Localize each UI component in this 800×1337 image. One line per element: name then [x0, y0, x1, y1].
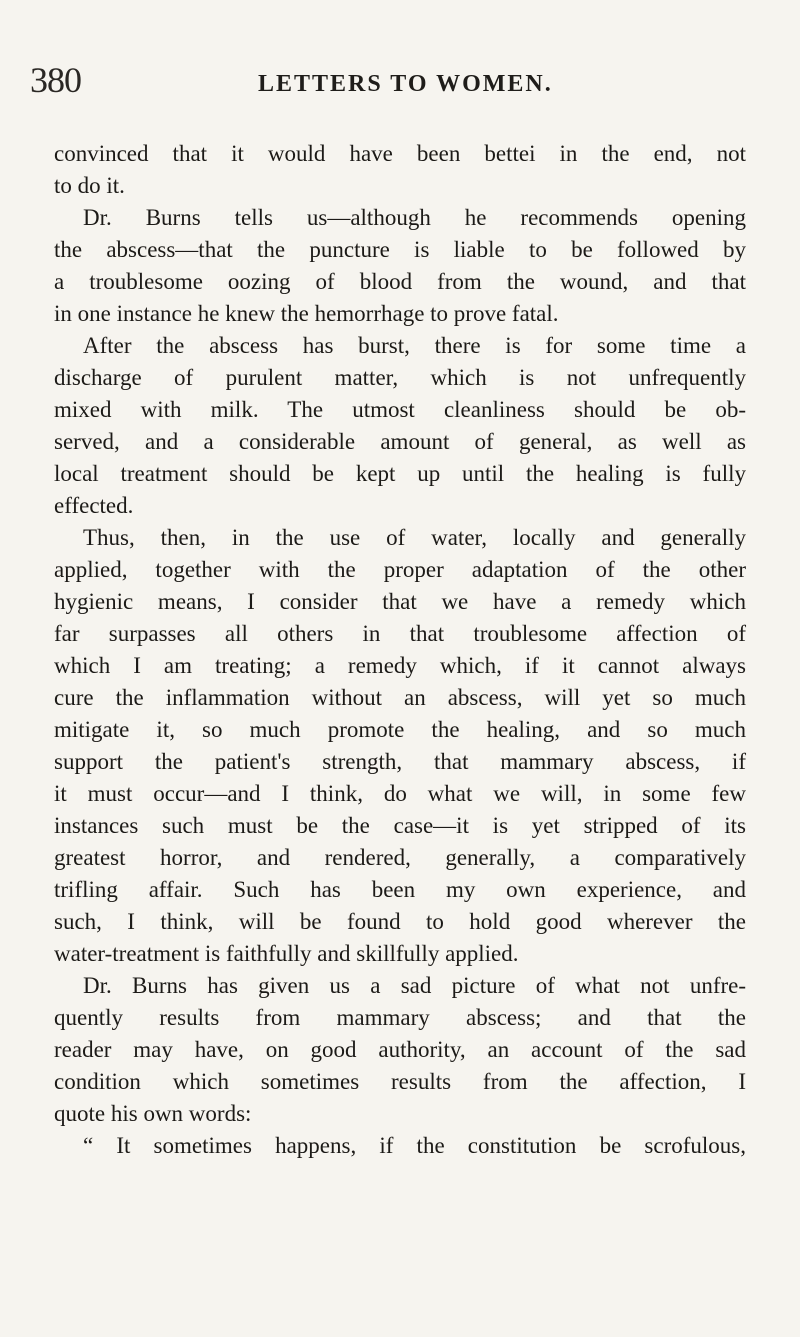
body-text	[54, 138, 746, 1162]
text-line: the abscess—that the puncture is liable to be followed by	[54, 237, 746, 262]
text-line: such, I think, will be found to hold good wherever the	[54, 909, 746, 934]
text-line: cure the inflammation without an abscess, will yet so much	[54, 685, 746, 710]
text-line: reader may have, on good authority, an account of the sad	[54, 1037, 746, 1062]
text-line: far surpasses all others in that troublesome affection of	[54, 621, 746, 646]
text-line: mitigate it, so much promote the healing, and so much	[54, 717, 746, 742]
text-line: support the patient's strength, that mammary abscess, if	[54, 749, 746, 774]
text-line: local treatment should be kept up until the healing is fully	[54, 461, 746, 486]
text-line: hygienic means, I consider that we have a remedy which	[54, 589, 746, 614]
text-line: which I am treating; a remedy which, if it cannot always	[54, 653, 746, 678]
text-line: trifling affair. Such has been my own experience, and	[54, 877, 746, 902]
text-line: it must occur—and I think, do what we will, in some few	[54, 781, 746, 806]
text-line: instances such must be the case—it is yet stripped of its	[54, 813, 746, 838]
text-line: applied, together with the proper adaptation of the other	[54, 557, 746, 582]
text-line: quently results from mammary abscess; and that the	[54, 1005, 746, 1030]
text-line: water-treatment is faithfully and skillfully applied.	[54, 941, 519, 966]
text-line: to do it.	[54, 173, 125, 198]
text-line: greatest horror, and rendered, generally, a comparatively	[54, 845, 746, 870]
text-line: After the abscess has burst, there is for some time a	[83, 333, 746, 358]
text-line: mixed with milk. The utmost cleanliness should be ob-	[54, 397, 746, 422]
text-line: condition which sometimes results from the affection, I	[54, 1069, 746, 1094]
text-line: “ It sometimes happens, if the constitution be scrofulous,	[83, 1133, 746, 1158]
running-head: LETTERS TO WOMEN.	[258, 71, 553, 97]
text-line: Thus, then, in the use of water, locally and generally	[83, 525, 746, 550]
text-line: effected.	[54, 493, 134, 518]
text-line: discharge of purulent matter, which is not unfrequently	[54, 365, 746, 390]
text-line: Dr. Burns tells us—although he recommends opening	[83, 205, 746, 230]
text-line: a troublesome oozing of blood from the wound, and that	[54, 269, 746, 294]
text-line: quote his own words:	[54, 1101, 252, 1126]
page-number: 380	[30, 60, 81, 100]
page-header	[30, 60, 770, 104]
text-line: served, and a considerable amount of general, as well as	[54, 429, 746, 454]
text-line: Dr. Burns has given us a sad picture of what not unfre-	[83, 973, 746, 998]
text-line: convinced that it would have been bettei in the end, not	[54, 141, 746, 166]
text-line: in one instance he knew the hemorrhage to prove fatal.	[54, 301, 559, 326]
